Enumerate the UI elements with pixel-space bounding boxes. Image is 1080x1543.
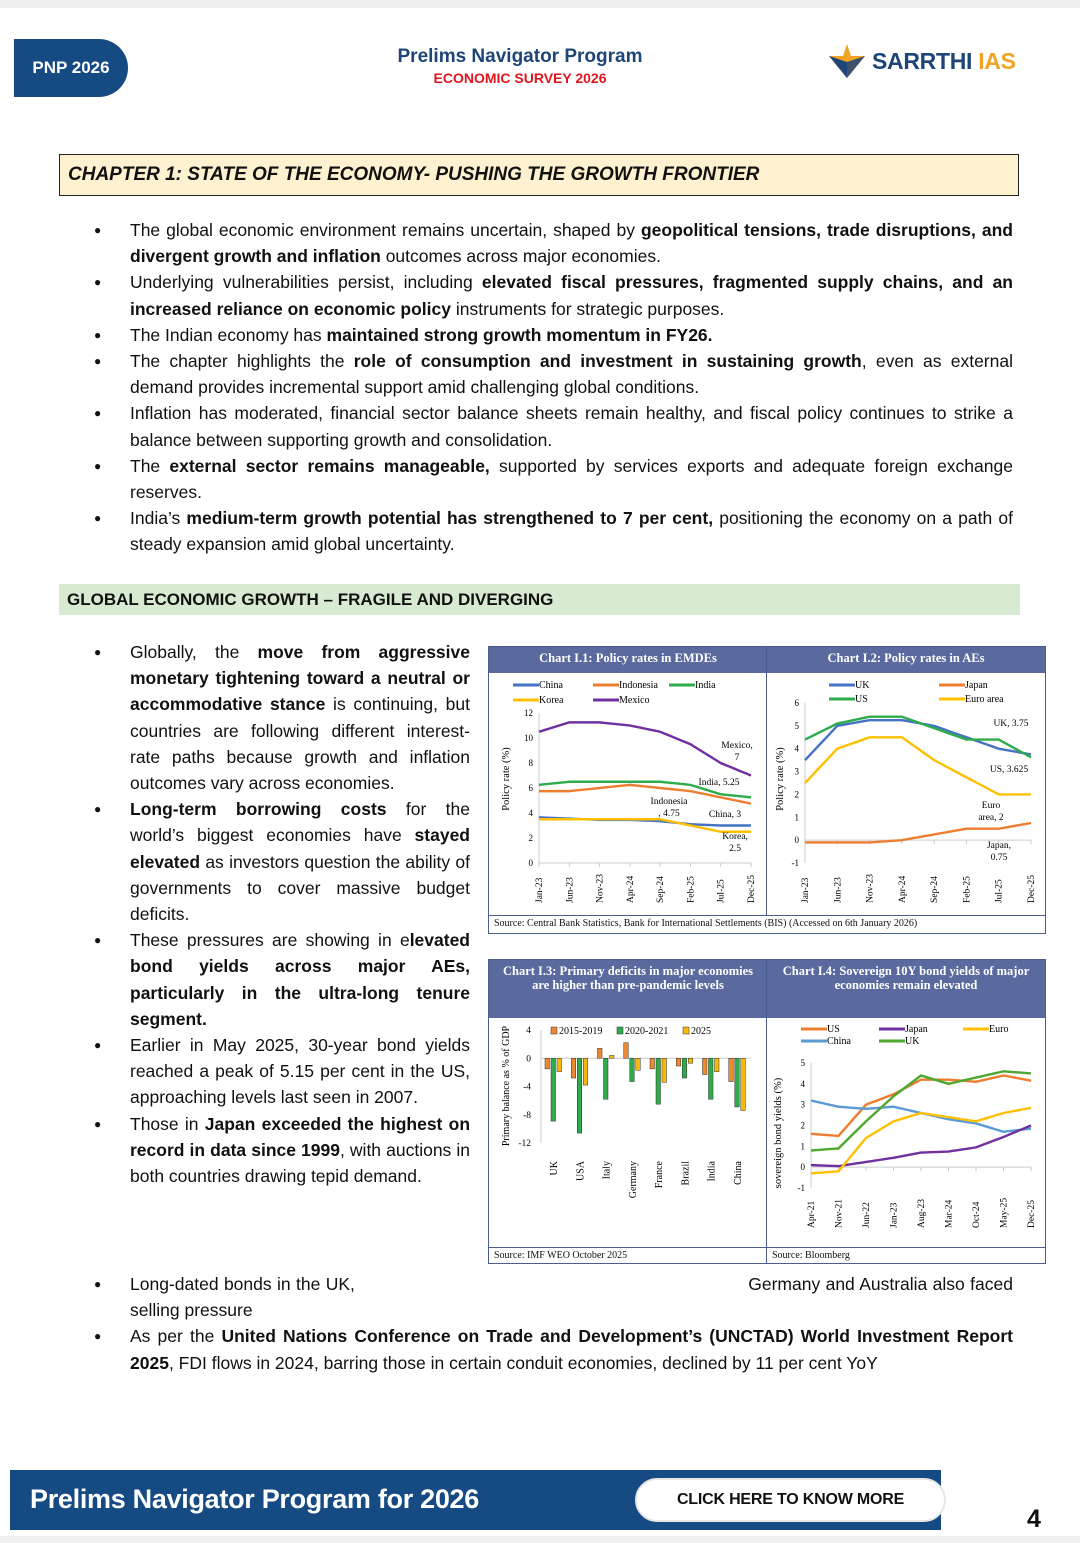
bullet-item <box>90 1323 1013 1375</box>
chart-panel-3 <box>488 959 768 1264</box>
svg-text:Jul-25: Jul-25 <box>994 879 1005 903</box>
chart-4-plot <box>767 1018 1045 1246</box>
text: instruments for strategic purposes. <box>450 298 725 319</box>
bullet-item <box>90 796 470 927</box>
svg-text:Apr-21: Apr-21 <box>807 1200 817 1228</box>
bullet-item <box>90 400 1013 452</box>
header-title-block <box>360 46 680 86</box>
svg-text:China: China <box>732 1161 744 1185</box>
bullet-item <box>90 639 470 796</box>
svg-text:Sep-24: Sep-24 <box>656 876 667 903</box>
bottom-strip <box>0 1536 1080 1543</box>
svg-text:sovereign bond yields (%): sovereign bond yields (%) <box>773 1077 784 1189</box>
svg-text:4: 4 <box>526 1026 531 1036</box>
text: Earlier in May 2025, 30-year bond yields reached a peak of 5.15 per cent in the US, approaching levels last seen in 2007. <box>130 1035 470 1108</box>
text: India’s <box>130 508 187 529</box>
chart-source-1-2: Source: Central Bank Statistics, Bank for International Settlements (BIS) (Accessed on 6th January 2026) <box>488 915 1046 934</box>
svg-text:2025: 2025 <box>691 1026 711 1037</box>
text: The Indian economy has <box>130 324 327 345</box>
bullet-item <box>90 1032 470 1111</box>
text: for the world’s biggest economies have <box>130 799 470 846</box>
svg-text:3: 3 <box>800 1099 805 1110</box>
svg-text:4: 4 <box>800 1078 805 1089</box>
svg-text:Italy: Italy <box>601 1161 613 1180</box>
text: The chapter highlights the <box>130 351 354 372</box>
section-title: GLOBAL ECONOMIC GROWTH – FRAGILE AND DIVERGING <box>67 589 554 609</box>
text: as investors question the ability of governments to cover massive budget deficits. <box>130 851 470 925</box>
bullet-item <box>90 269 1013 321</box>
svg-text:Nov-21: Nov-21 <box>834 1198 845 1228</box>
chart-panel-2 <box>766 646 1046 934</box>
text: supported by services exports and adequate foreign exchange reserves. <box>130 455 1013 503</box>
bold-text: stayed elevated <box>130 825 470 872</box>
svg-text:Apr-24: Apr-24 <box>897 875 908 903</box>
svg-text:India, 5.25: India, 5.25 <box>698 778 740 788</box>
svg-text:8: 8 <box>528 758 533 768</box>
chart-title-3: Chart I.3: Primary deficits in major economies are higher than pre-pandemic levels <box>489 960 767 1018</box>
svg-text:US: US <box>827 1024 840 1035</box>
text: Underlying vulnerabilities persist, including <box>130 272 482 293</box>
svg-text:Japan: Japan <box>965 680 988 691</box>
svg-text:-1: -1 <box>797 1183 805 1193</box>
svg-text:5: 5 <box>794 720 799 731</box>
svg-text:6: 6 <box>794 698 799 708</box>
svg-text:4: 4 <box>528 808 533 818</box>
text: Inflation has moderated, financial sector balance sheets remain healthy, and fiscal policy continues to strike a balance between supporting growth and consolidation. <box>130 403 1013 450</box>
bullet-item <box>90 927 470 1032</box>
star-diamond-icon <box>828 44 866 78</box>
svg-text:Primary balance as % of GDP: Primary balance as % of GDP <box>501 1025 512 1147</box>
svg-text:0: 0 <box>794 835 799 846</box>
svg-text:Indonesia: Indonesia <box>619 680 658 691</box>
svg-text:Japan,: Japan, <box>986 841 1012 851</box>
bullet-item <box>90 1111 470 1190</box>
svg-text:Mar-24: Mar-24 <box>944 1199 955 1228</box>
pnp-badge <box>14 39 128 97</box>
bold-text: Long-term borrowing costs <box>130 799 387 820</box>
svg-text:Feb-25: Feb-25 <box>962 876 973 903</box>
svg-text:US, 3.625: US, 3.625 <box>989 765 1029 775</box>
svg-text:2: 2 <box>800 1120 805 1131</box>
svg-text:Dec-25: Dec-25 <box>1027 1200 1037 1228</box>
svg-text:Jun-23: Jun-23 <box>565 877 576 903</box>
svg-text:4: 4 <box>794 743 799 754</box>
svg-text:Dec-25: Dec-25 <box>747 875 757 903</box>
svg-text:China: China <box>827 1036 851 1047</box>
svg-text:Feb-25: Feb-25 <box>686 876 697 903</box>
bullet-item <box>90 217 1013 269</box>
badge-label: PNP 2026 <box>32 58 110 77</box>
svg-text:12: 12 <box>524 708 533 718</box>
bold-text: role of consumption and investment in sustaining growth <box>353 351 862 372</box>
svg-text:2: 2 <box>794 789 799 800</box>
svg-text:Aug-23: Aug-23 <box>917 1198 927 1228</box>
svg-text:0.75: 0.75 <box>990 853 1008 863</box>
text: positioning the economy on a path of steady expansion amid global uncertainty. <box>130 508 1013 555</box>
page-number: 4 <box>1027 1505 1041 1533</box>
text: The <box>130 455 170 476</box>
bold-text: levated bond yields across major AEs, particularly in the ultra-long tenure segment. <box>130 930 470 1029</box>
program-title: Prelims Navigator Program <box>397 46 643 67</box>
chart-1-plot <box>489 673 767 917</box>
svg-text:2: 2 <box>528 833 533 843</box>
svg-text:US: US <box>855 694 868 705</box>
svg-text:-4: -4 <box>523 1082 531 1093</box>
svg-text:Apr-24: Apr-24 <box>625 875 636 903</box>
svg-text:Dec-25: Dec-25 <box>1027 875 1037 903</box>
svg-text:Mexico: Mexico <box>619 695 650 706</box>
svg-text:UK: UK <box>549 1161 560 1176</box>
svg-text:May-25: May-25 <box>999 1197 1010 1228</box>
bullet-item <box>90 1271 1013 1323</box>
chart-source-4: Source: Bloomberg <box>767 1247 1045 1263</box>
chart-2-plot <box>767 673 1045 917</box>
svg-text:6: 6 <box>528 783 533 793</box>
chart-title-4: Chart I.4: Sovereign 10Y bond yields of major economies remain elevated <box>767 960 1045 1018</box>
svg-text:Korea,: Korea, <box>722 832 748 842</box>
bullet-item <box>90 453 1013 505</box>
svg-text:Indonesia: Indonesia <box>650 797 688 807</box>
chart-title-1: Chart I.1: Policy rates in EMDEs <box>489 647 767 673</box>
intro-bullet-list <box>90 217 1013 558</box>
svg-text:India: India <box>695 680 716 691</box>
text: Long-dated bonds in the UK, Germany and Australia also faced selling pressure <box>130 1274 1013 1321</box>
svg-text:2.5: 2.5 <box>729 844 741 854</box>
text: outcomes across major economies. <box>380 246 661 267</box>
svg-text:Sep-24: Sep-24 <box>930 876 941 903</box>
brand-main: SARRTHI <box>872 47 973 74</box>
svg-text:Jul-25: Jul-25 <box>716 879 727 903</box>
svg-text:Brazil: Brazil <box>680 1161 692 1186</box>
bullet-item <box>90 322 1013 348</box>
chart-3-plot <box>489 1018 767 1246</box>
svg-text:Euro: Euro <box>989 1024 1009 1035</box>
chart-panel-4 <box>766 959 1046 1264</box>
svg-text:China, 3: China, 3 <box>708 810 742 820</box>
text: is continuing, but countries are following different interest-rate paths because growth and inflation outcomes vary across economies. <box>130 694 470 794</box>
svg-text:Policy rate (%): Policy rate (%) <box>775 747 786 811</box>
text: , even as external demand provides incremental support amid challenging global conditions. <box>130 351 1013 398</box>
text: , FDI flows in 2024, barring those in certain conduit economies, declined by 11 per cent YoY <box>168 1352 878 1373</box>
svg-text:Nov-23: Nov-23 <box>595 873 606 903</box>
text: These pressures are showing in e <box>130 930 410 951</box>
svg-text:UK, 3.75: UK, 3.75 <box>993 719 1029 729</box>
svg-text:USA: USA <box>575 1161 587 1182</box>
svg-text:1: 1 <box>800 1141 805 1152</box>
svg-text:area, 2: area, 2 <box>978 813 1004 823</box>
bottom-bullet-list <box>90 1271 1013 1376</box>
brand-logo <box>828 44 1016 78</box>
svg-text:Germany: Germany <box>627 1161 639 1199</box>
svg-text:7: 7 <box>734 753 740 763</box>
bullet-item <box>90 505 1013 557</box>
svg-text:1: 1 <box>794 812 799 823</box>
svg-text:Euro area: Euro area <box>965 694 1004 705</box>
bold-text: external sector remains manageable, <box>169 455 490 476</box>
chapter-title-box <box>59 154 1019 196</box>
svg-text:0: 0 <box>800 1162 805 1173</box>
svg-text:India: India <box>706 1161 718 1182</box>
svg-text:-1: -1 <box>791 858 799 868</box>
svg-text:2020-2021: 2020-2021 <box>625 1026 669 1037</box>
know-more-button[interactable]: CLICK HERE TO KNOW MORE <box>635 1478 946 1522</box>
svg-text:-12: -12 <box>518 1139 531 1149</box>
svg-text:Japan: Japan <box>905 1024 928 1035</box>
bullet-item <box>90 348 1013 400</box>
bold-text: geopolitical tensions, trade disruptions, and divergent growth and inflation <box>130 220 1013 267</box>
svg-text:Mexico,: Mexico, <box>721 741 753 751</box>
bold-text: move from aggressive monetary tightening toward a neutral or accommodative stance <box>130 642 470 715</box>
svg-text:2015-2019: 2015-2019 <box>559 1026 603 1037</box>
svg-text:UK: UK <box>905 1036 920 1047</box>
svg-text:Jun-22: Jun-22 <box>862 1202 872 1228</box>
svg-text:UK: UK <box>855 680 870 691</box>
chapter-title: CHAPTER 1: STATE OF THE ECONOMY- PUSHING THE GROWTH FRONTIER <box>68 164 760 185</box>
program-subtitle: ECONOMIC SURVEY 2026 <box>433 70 607 86</box>
svg-text:Euro: Euro <box>981 801 1001 811</box>
svg-text:Jun-23: Jun-23 <box>833 877 844 903</box>
svg-text:Jan-23: Jan-23 <box>889 1202 900 1228</box>
svg-text:3: 3 <box>794 766 799 777</box>
bold-text: Japan exceeded the highest on record in data since 1999 <box>130 1113 471 1160</box>
svg-text:5: 5 <box>800 1058 805 1068</box>
brand-name <box>872 48 1016 75</box>
top-strip <box>0 0 1080 8</box>
text: , with auctions in both countries drawing tepid demand. <box>130 1139 470 1187</box>
svg-text:Jan-23: Jan-23 <box>535 877 545 903</box>
svg-text:-8: -8 <box>523 1110 531 1121</box>
svg-text:Korea: Korea <box>539 695 564 706</box>
text: Globally, the <box>130 642 258 662</box>
footer-title: Prelims Navigator Program for 2026 <box>30 1484 479 1514</box>
bold-text: United Nations Conference on Trade and Development’s (UNCTAD) World Investment Report 2025 <box>130 1326 1013 1373</box>
text: Those in <box>130 1113 205 1134</box>
chart-panel-1 <box>488 646 768 934</box>
svg-text:Jan-23: Jan-23 <box>801 877 811 903</box>
svg-text:10: 10 <box>524 733 533 743</box>
text: As per the <box>130 1326 222 1347</box>
svg-text:China: China <box>539 680 563 691</box>
bold-text: medium-term growth potential has strengthened to 7 per cent, <box>186 508 714 529</box>
svg-text:Policy rate (%): Policy rate (%) <box>501 747 512 811</box>
text: The global economic environment remains uncertain, shaped by <box>130 220 641 240</box>
bold-text: elevated fiscal pressures, fragmented supply chains, and an increased reliance on economic policy <box>130 272 1013 319</box>
chart-source-3: Source: IMF WEO October 2025 <box>489 1247 767 1263</box>
left-bullet-list <box>90 639 470 1189</box>
footer-banner[interactable] <box>10 1470 941 1530</box>
svg-text:, 4.75: , 4.75 <box>658 809 680 819</box>
section-heading <box>59 584 1020 615</box>
svg-text:Nov-23: Nov-23 <box>865 873 876 903</box>
bold-text: maintained strong growth momentum in FY26. <box>326 324 713 345</box>
brand-accent: IAS <box>978 47 1016 74</box>
svg-text:Oct-24: Oct-24 <box>972 1201 982 1228</box>
svg-text:France: France <box>654 1161 665 1189</box>
svg-text:0: 0 <box>528 858 533 868</box>
svg-text:0: 0 <box>526 1054 531 1065</box>
chart-title-2: Chart I.2: Policy rates in AEs <box>767 647 1045 673</box>
